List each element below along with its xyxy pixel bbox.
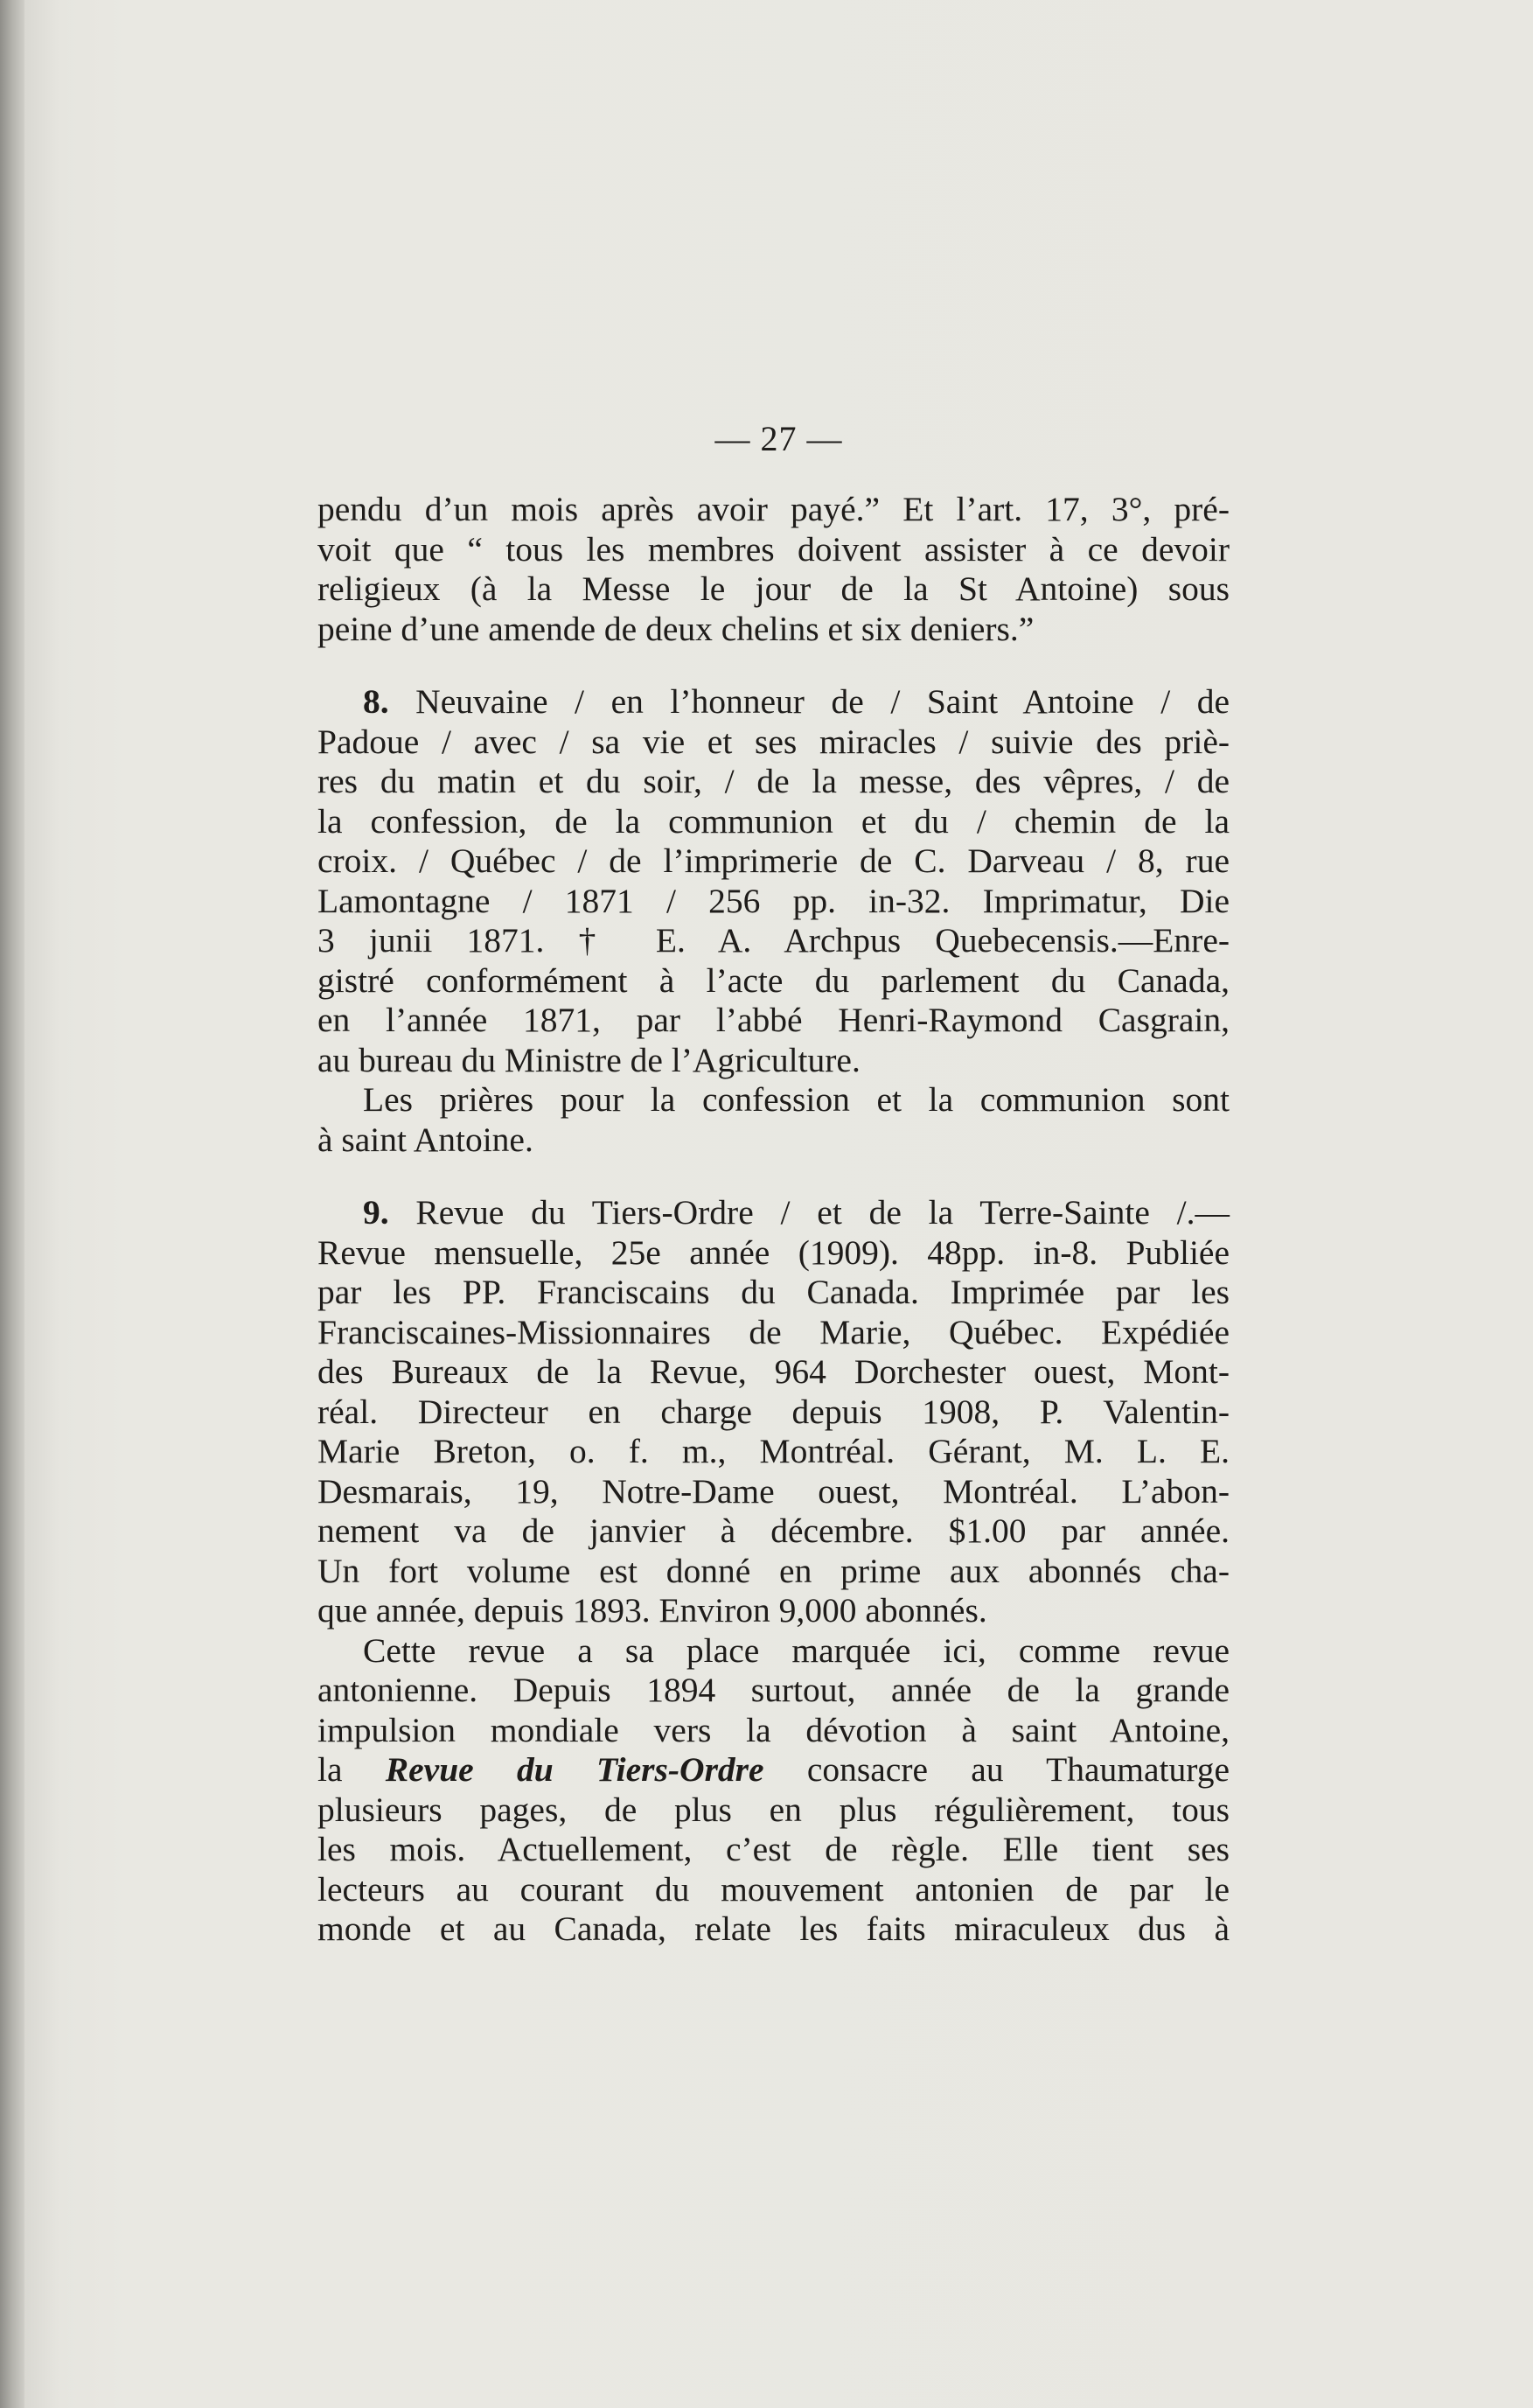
text-line: gistré conformément à l’acte du parlement du Canada, bbox=[317, 960, 1230, 1000]
text-line: Un fort volume est donné en prime aux abonnés cha- bbox=[317, 1551, 1230, 1590]
book-page bbox=[24, 0, 1533, 2408]
text-line: Les prières pour la confession et la communion sont bbox=[363, 1080, 1230, 1119]
text-line: Franciscaines-Missionnaires de Marie, Québec. Expédiée bbox=[317, 1312, 1230, 1351]
text-line: 8. Neuvaine / en l’honneur de / Saint Antoine / de bbox=[363, 682, 1230, 721]
text-line: Padoue / avec / sa vie et ses miracles / suivie des priè- bbox=[317, 722, 1230, 761]
entry-8 bbox=[317, 682, 1230, 1080]
text-line: religieux (à la Messe le jour de la St Antoine) sous bbox=[317, 569, 1230, 608]
book-gutter bbox=[0, 0, 24, 2408]
text-line: Cette revue a sa place marquée ici, comme revue bbox=[363, 1630, 1230, 1670]
paragraph-note bbox=[317, 1080, 1230, 1160]
text-line: peine d’une amende de deux chelins et six deniers.” bbox=[317, 609, 1035, 648]
text-line: les mois. Actuellement, c’est de règle. Elle tient ses bbox=[317, 1830, 1230, 1868]
text-line: impulsion mondiale vers la dévotion à saint Antoine, bbox=[317, 1710, 1230, 1749]
text-line: res du matin et du soir, / de la messe, des vêpres, / de bbox=[317, 762, 1230, 800]
page-body bbox=[317, 490, 1230, 1950]
text-line: Desmarais, 19, Notre-Dame ouest, Montréal. L’abon- bbox=[317, 1471, 1230, 1511]
text-line: à saint Antoine. bbox=[317, 1120, 533, 1159]
text-line: des Bureaux de la Revue, 964 Dorchester ouest, Mont- bbox=[317, 1352, 1230, 1391]
text-line: monde et au Canada, relate les faits miraculeux dus à bbox=[317, 1909, 1230, 1948]
text-line: nement va de janvier à décembre. $1.00 par année. bbox=[317, 1511, 1230, 1550]
text-line: Lamontagne / 1871 / 256 pp. in-32. Imprimatur, Die bbox=[317, 881, 1230, 920]
paragraph-continuation bbox=[317, 490, 1230, 649]
text-line: Marie Breton, o. f. m., Montréal. Gérant, M. L. E. bbox=[317, 1432, 1230, 1470]
paragraph-commentary bbox=[317, 1631, 1230, 1950]
entry-number: 8. bbox=[363, 682, 389, 721]
journal-title: Revue du Tiers-Ordre bbox=[385, 1750, 764, 1789]
text-line: plusieurs pages, de plus en plus régulièrement, tous bbox=[317, 1790, 1230, 1829]
text-line: que année, depuis 1893. Environ 9,000 abonnés. bbox=[317, 1591, 987, 1630]
text-line: voit que “ tous les membres doivent assister à ce devoir bbox=[317, 529, 1230, 569]
text-line: Revue mensuelle, 25e année (1909). 48pp. in-8. Publiée bbox=[317, 1232, 1230, 1272]
text-line: croix. / Québec / de l’imprimerie de C. Darveau / 8, rue bbox=[317, 841, 1230, 880]
text-line: réal. Directeur en charge depuis 1908, P. Valentin- bbox=[317, 1392, 1230, 1431]
text-line: la confession, de la communion et du / chemin de la bbox=[317, 801, 1230, 841]
entry-9 bbox=[317, 1193, 1230, 1631]
page-number: — 27 — bbox=[714, 419, 843, 458]
text-line: pendu d’un mois après avoir payé.” Et l’art. 17, 3°, pré- bbox=[317, 490, 1230, 528]
text-line: en l’année 1871, par l’abbé Henri-Raymond Casgrain, bbox=[317, 1001, 1230, 1039]
text-line: 3 junii 1871. † E. A. Archpus Quebecensis.—Enre- bbox=[317, 921, 1230, 960]
text-line: 9. Revue du Tiers-Ordre / et de la Terre-Sainte /.— bbox=[363, 1193, 1230, 1232]
text-line: par les PP. Franciscains du Canada. Imprimée par les bbox=[317, 1273, 1230, 1311]
text-line: la Revue du Tiers-Ordre consacre au Thaumaturge bbox=[317, 1750, 1230, 1789]
text-line: antonienne. Depuis 1894 surtout, année de la grande bbox=[317, 1671, 1230, 1709]
entry-number: 9. bbox=[363, 1193, 389, 1232]
text-line: au bureau du Ministre de l’Agriculture. bbox=[317, 1040, 861, 1079]
text-line: lecteurs au courant du mouvement antonien de par le bbox=[317, 1869, 1230, 1909]
